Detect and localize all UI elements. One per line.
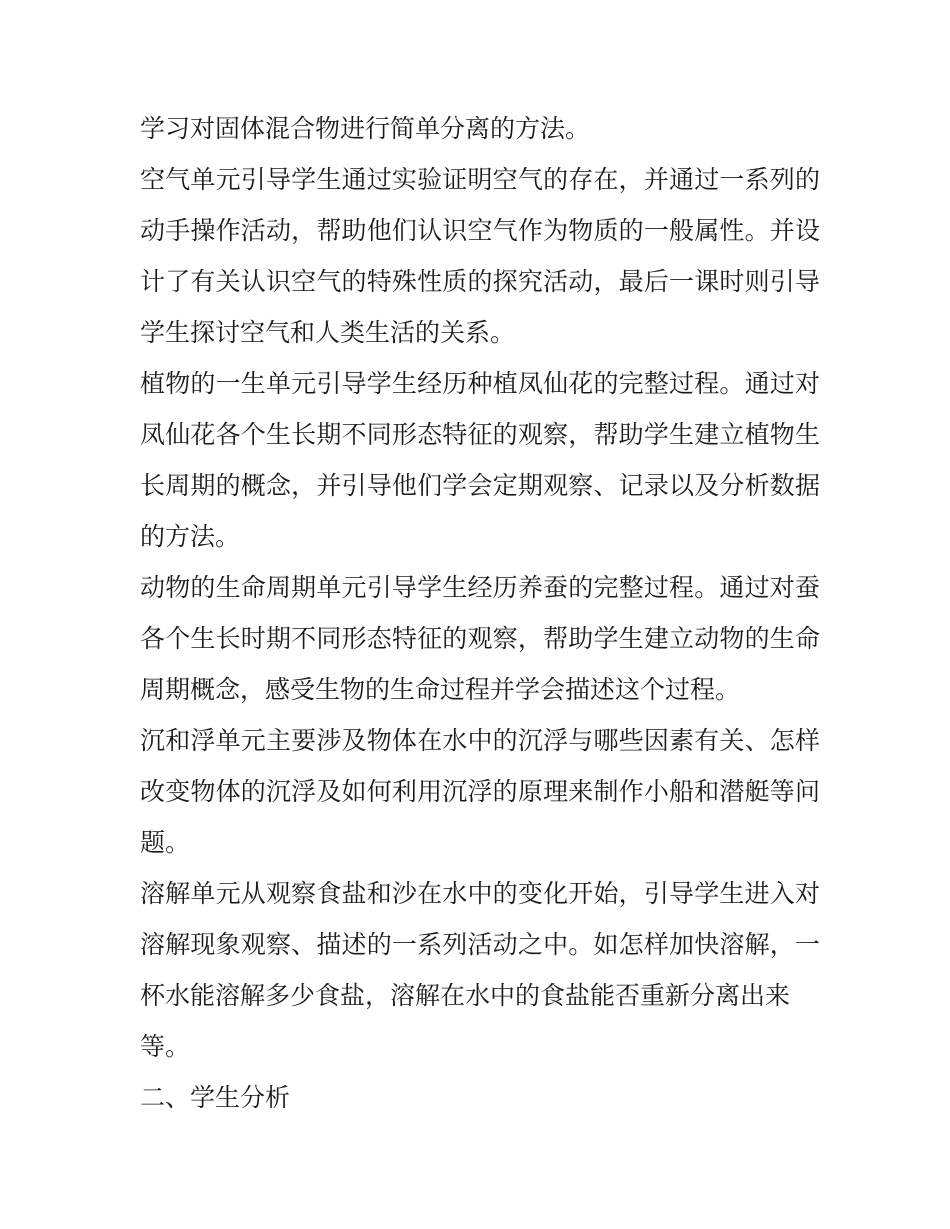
paragraph-6-line-4: 等。 (140, 1032, 191, 1061)
paragraph-6-line-2: 溶解现象观察、描述的一系列活动之中。如怎样加快溶解，一 (140, 930, 820, 959)
paragraph-3-line-3: 长周期的概念，并引导他们学会定期观察、记录以及分析数据 (140, 471, 820, 500)
paragraph-5-line-1: 沉和浮单元主要涉及物体在水中的沉浮与哪些因素有关、怎样 (140, 726, 820, 755)
paragraph-3-line-1: 植物的一生单元引导学生经历种植凤仙花的完整过程。通过对 (140, 369, 820, 398)
paragraph-5-line-2: 改变物体的沉浮及如何利用沉浮的原理来制作小船和潜艇等问 (140, 777, 820, 806)
paragraph-4-line-1: 动物的生命周期单元引导学生经历养蚕的完整过程。通过对蚕 (140, 573, 820, 602)
paragraph-3-line-4: 的方法。 (140, 522, 241, 551)
paragraph-6-line-1: 溶解单元从观察食盐和沙在水中的变化开始，引导学生进入对 (140, 879, 820, 908)
section-heading: 二、学生分析 (140, 1083, 291, 1112)
paragraph-2-line-4: 学生探讨空气和人类生活的关系。 (140, 318, 516, 347)
paragraph-2-line-2: 动手操作活动，帮助他们认识空气作为物质的一般属性。并设 (140, 216, 820, 245)
paragraph-1-line-1: 学习对固体混合物进行简单分离的方法。 (140, 114, 591, 143)
paragraph-4-line-3: 周期概念，感受生物的生命过程并学会描述这个过程。 (140, 675, 741, 704)
paragraph-3-line-2: 凤仙花各个生长期不同形态特征的观察，帮助学生建立植物生 (140, 420, 820, 449)
paragraph-2-line-1: 空气单元引导学生通过实验证明空气的存在，并通过一系列的 (140, 165, 820, 194)
paragraph-2-line-3: 计了有关认识空气的特殊性质的探究活动，最后一课时则引导 (140, 267, 820, 296)
paragraph-4-line-2: 各个生长时期不同形态特征的观察，帮助学生建立动物的生命 (140, 624, 820, 653)
paragraph-6-line-3: 杯水能溶解多少食盐，溶解在水中的食盐能否重新分离出来 (140, 981, 791, 1010)
paragraph-5-line-3: 题。 (140, 828, 191, 857)
